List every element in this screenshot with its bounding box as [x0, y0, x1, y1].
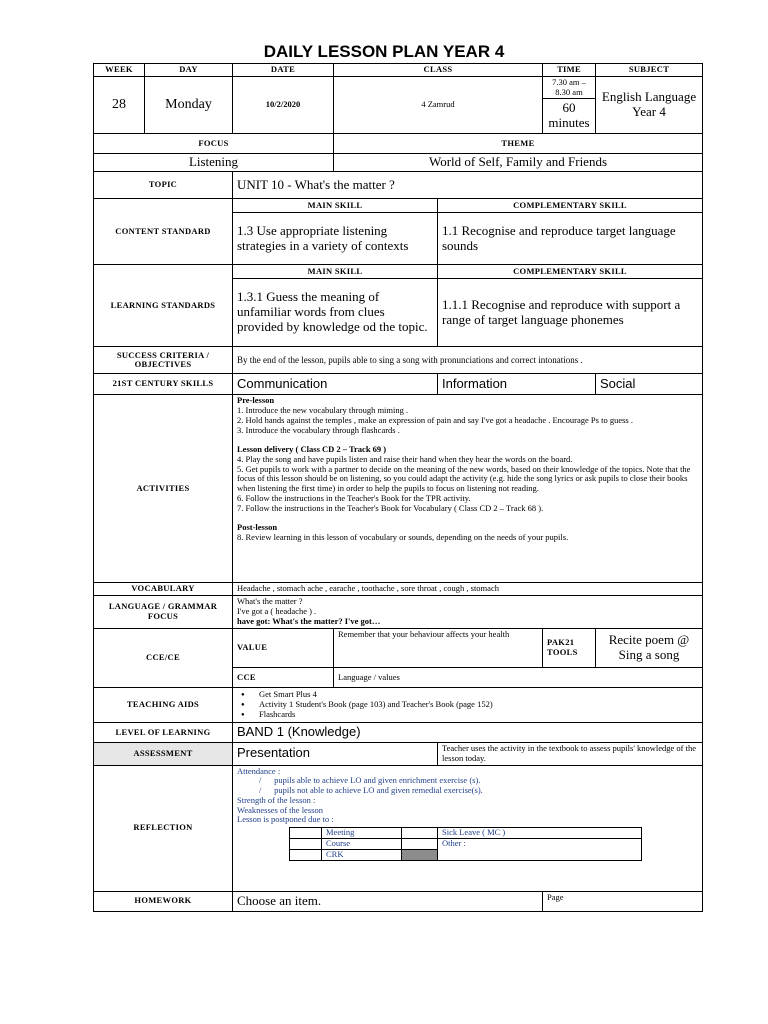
other-option[interactable]: Other : [438, 839, 642, 861]
homework-value[interactable]: Choose an item. [233, 891, 543, 911]
class-label: CLASS [334, 64, 543, 77]
activity-step: 3. Introduce the vocabulary through flashcards . [237, 424, 400, 435]
level-value[interactable]: BAND 1 (Knowledge) [233, 723, 703, 743]
grammar-line: What's the matter ? [237, 596, 303, 607]
time-range: 7.30 am – 8.30 am [543, 76, 596, 99]
grammar-line: have got: What's the matter? I've got… [237, 615, 381, 626]
content-standard-label: CONTENT STANDARD [94, 199, 233, 265]
checkmark: / [259, 785, 262, 796]
sick-checkbox[interactable] [402, 828, 438, 839]
activity-step: 5. Get pupils to work with a partner to decide on the meaning of the new words, based on their knowledge of the topics. Note that the focus of this lesson should be on listening, so you could adapt the activity (e.g. hide the song lyrics or ask pupils to close their books when listening the first time) in order to help the pupils to focus on listening not reading. [237, 463, 691, 494]
teaching-aid-item: ● Activity 1 Student's Book (page 103) and Teacher's Book (page 152) [259, 700, 698, 710]
activities-content [233, 395, 703, 583]
century-skill-communication: Communication [233, 374, 438, 395]
content-standard-main: 1.3 Use appropriate listening strategies in a variety of contexts [233, 213, 438, 265]
success-criteria-value: By the end of the lesson, pupils able to sing a song with pronunciations and correct intonations . [233, 347, 703, 374]
teaching-aids-label: TEACHING AIDS [94, 688, 233, 723]
course-checkbox[interactable] [290, 839, 322, 850]
vocabulary-value: Headache , stomach ache , earache , toothache , sore throat , cough , stomach [233, 583, 703, 596]
page-title: DAILY LESSON PLAN YEAR 4 [263, 42, 505, 61]
not-achieved-line: / pupils not able to achieve LO and given remedial exercise(s). [259, 785, 483, 796]
week-value: 28 [94, 76, 145, 134]
pre-lesson-heading: Pre-lesson [237, 395, 275, 406]
postponed-line[interactable]: Lesson is postponed due to : [237, 814, 334, 825]
date-value: 10/2/2020 [233, 76, 334, 134]
date-label: DATE [233, 64, 334, 77]
theme-label: THEME [334, 134, 703, 154]
week-label: WEEK [94, 64, 145, 77]
reflection-content [233, 765, 703, 891]
vocabulary-label: VOCABULARY [94, 583, 233, 596]
activity-step: 4. Play the song and have pupils listen and raise their hand when they hear the words on the board. [237, 453, 573, 464]
grammar-line: I've got a ( headache ) . [237, 606, 317, 617]
strength-line[interactable]: Strength of the lesson : [237, 794, 316, 805]
complementary-skill-header: COMPLEMENTARY SKILL [438, 199, 703, 213]
activity-step: 7. Follow the instructions in the Teacher's Book for Vocabulary ( Class CD 2 – Track 68 ). [237, 502, 544, 513]
century-skill-information: Information [438, 374, 596, 395]
grammar-label: LANGUAGE / GRAMMAR FOCUS [94, 596, 233, 629]
level-label: LEVEL OF LEARNING [94, 723, 233, 743]
reflection-label: REFLECTION [94, 765, 233, 891]
main-skill-header-2: MAIN SKILL [233, 265, 438, 279]
duration-value: 60 minutes [543, 99, 596, 134]
checkmark: / [259, 775, 262, 786]
sick-option: Sick Leave ( MC ) [438, 828, 642, 839]
lesson-delivery-heading: Lesson delivery ( Class CD 2 – Track 69 ) [237, 444, 387, 455]
shaded-cell [402, 850, 438, 861]
meeting-checkbox[interactable] [290, 828, 322, 839]
post-lesson-heading: Post-lesson [237, 522, 278, 533]
crk-option: CRK [322, 850, 402, 861]
crk-checkbox[interactable] [290, 850, 322, 861]
page-label: Page [543, 891, 703, 911]
activity-step: 6. Follow the instructions in the Teacher's Book for the TPR activity. [237, 492, 471, 503]
course-option: Course [322, 839, 402, 850]
grammar-content [233, 596, 703, 629]
assessment-label: ASSESSMENT [94, 743, 233, 766]
teaching-aids-content [233, 688, 703, 723]
teaching-aid-item: ● Get Smart Plus 4 [259, 690, 698, 700]
theme-value: World of Self, Family and Friends [334, 154, 703, 172]
activity-step: 1. Introduce the new vocabulary through miming . [237, 405, 409, 416]
subject-value: English Language Year 4 [596, 76, 703, 134]
teaching-aid-item: ● Flashcards [259, 710, 698, 720]
activity-step: 8. Review learning in this lesson of vocabulary or sounds, depending on the needs of your pupils. [237, 532, 569, 543]
day-value: Monday [145, 76, 233, 134]
century-skills-label: 21ST CENTURY SKILLS [94, 374, 233, 395]
pak21-value: Recite poem @ Sing a song [596, 629, 703, 668]
weakness-line[interactable]: Weaknesses of the lesson [237, 804, 323, 815]
focus-label: FOCUS [94, 134, 334, 154]
success-criteria-label: SUCCESS CRITERIA / OBJECTIVES [94, 347, 233, 374]
attendance-line[interactable]: Attendance : [237, 765, 281, 776]
focus-value: Listening [94, 154, 334, 172]
value-text: Remember that your behaviour affects your health [334, 629, 543, 668]
cce-label: CCE/CE [94, 629, 233, 688]
learning-standards-main: 1.3.1 Guess the meaning of unfamiliar words from clues provided by knowledge od the topic. [233, 279, 438, 347]
learning-standards-complementary: 1.1.1 Recognise and reproduce with support a range of target language phonemes [438, 279, 703, 347]
activities-label: ACTIVITIES [94, 395, 233, 583]
assessment-value[interactable]: Presentation [233, 743, 438, 766]
class-value: 4 Zamrud [334, 76, 543, 134]
topic-label: TOPIC [94, 172, 233, 199]
lesson-plan-table [93, 63, 703, 912]
value-label: VALUE [233, 629, 334, 668]
content-standard-complementary: 1.1 Recognise and reproduce target language sounds [438, 213, 703, 265]
postpone-reasons-table [289, 827, 642, 861]
learning-standards-label: LEARNING STANDARDS [94, 265, 233, 347]
assessment-note: Teacher uses the activity in the textbook to assess pupils' knowledge of the lesson today. [438, 743, 703, 766]
cce-sub-label: CCE [233, 668, 334, 688]
day-label: DAY [145, 64, 233, 77]
century-skill-social: Social [596, 374, 703, 395]
time-label: TIME [543, 64, 596, 77]
subject-label: SUBJECT [596, 64, 703, 77]
topic-value: UNIT 10 - What's the matter ? [233, 172, 703, 199]
cce-value: Language / values [334, 668, 703, 688]
activity-step: 2. Hold hands against the temples , make an expression of pain and say I've got a headache . Encourage Ps to guess . [237, 414, 633, 425]
meeting-option: Meeting [322, 828, 402, 839]
complementary-skill-header-2: COMPLEMENTARY SKILL [438, 265, 703, 279]
homework-label: HOMEWORK [94, 891, 233, 911]
achieved-line: / pupils able to achieve LO and given enrichment exercise (s). [259, 775, 481, 786]
other-checkbox[interactable] [402, 839, 438, 850]
main-skill-header: MAIN SKILL [233, 199, 438, 213]
pak21-label: PAK21 TOOLS [543, 629, 596, 668]
